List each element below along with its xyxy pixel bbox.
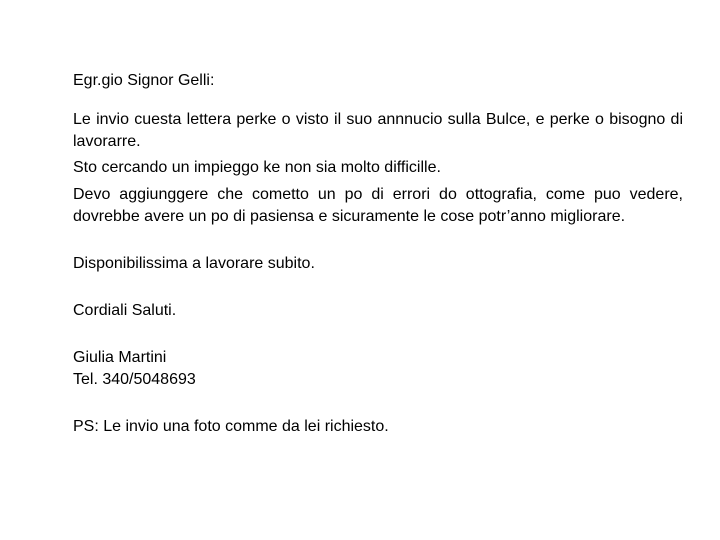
signature-block: [73, 347, 683, 391]
signature-phone: Tel. 340/5048693: [73, 371, 196, 388]
paragraph-intro: Le invio cuesta lettera perke o visto il suo annnucio sulla Bulce, e perke o bisogno di lavorarre.: [73, 111, 683, 150]
paragraph-spelling-note: Devo aggiunggere che cometto un po di errori do ottografia, come puo vedere, dovrebbe avere un po di pasiensa e sicuramente le cose potr’anno migliorare.: [73, 186, 683, 225]
paragraph-job-search: Sto cercando un impieggo ke non sia molto difficille.: [73, 159, 441, 176]
postscript: PS: Le invio una foto comme da lei richiesto.: [73, 418, 389, 435]
closing-line: Cordiali Saluti.: [73, 302, 177, 319]
letter-body: [73, 70, 683, 438]
salutation: Egr.gio Signor Gelli:: [73, 72, 215, 89]
signature-name: Giulia Martini: [73, 349, 167, 366]
availability-line: Disponibilissima a lavorare subito.: [73, 255, 315, 272]
